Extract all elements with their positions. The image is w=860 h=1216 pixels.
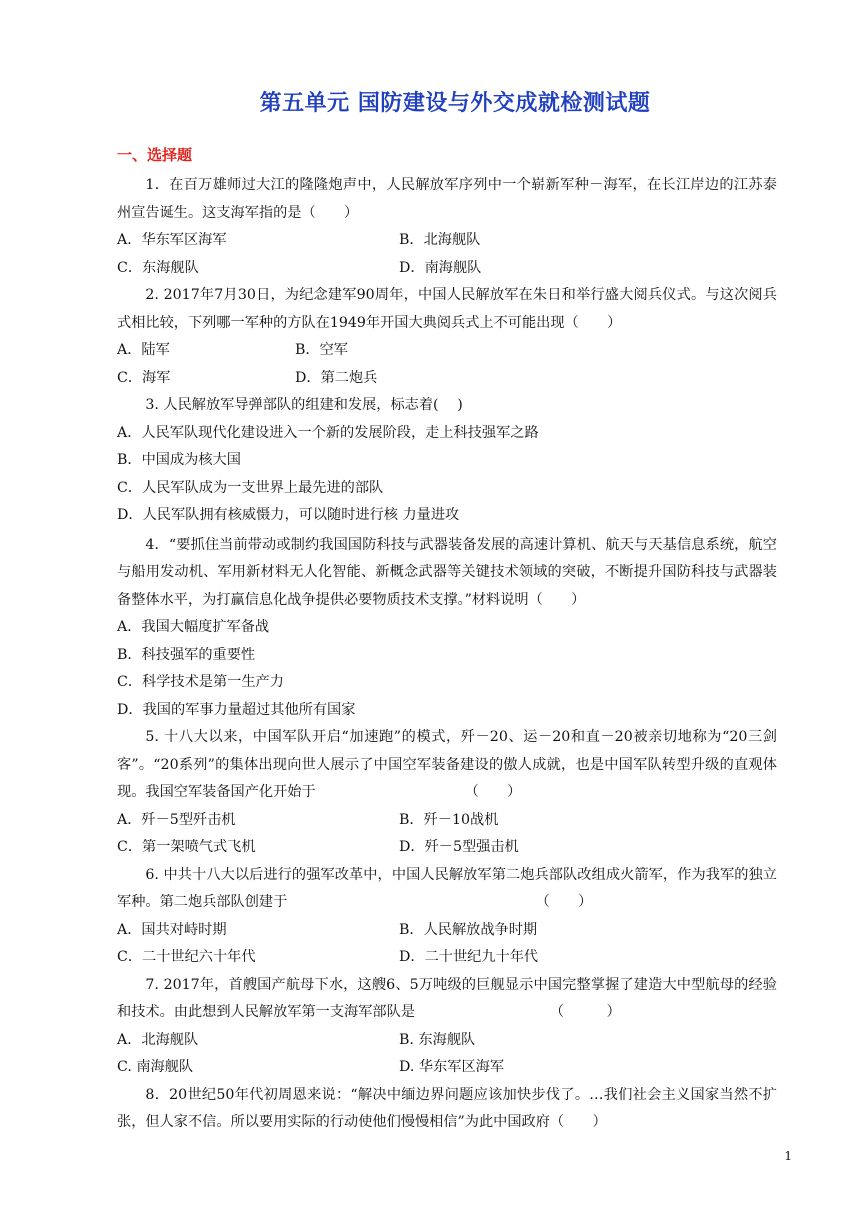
question-8 (117, 1082, 777, 1137)
option-c: C. 南海舰队 (117, 1059, 194, 1075)
option-row (117, 255, 777, 283)
question-stem: 8．20世纪50年代初周恩来说：“解决中缅边界问题应该加快步伐了。…我们社会主义国家当然不扩张，但人家不信。所以要用实际的行动使他们慢慢相信”为此中国政府（ ） (117, 1086, 777, 1130)
option-c: C．第一架喷气式飞机 (117, 839, 256, 855)
option-b: B．歼－10战机 (399, 811, 499, 828)
option-d: D．我国的军事力量超过其他所有国家 (117, 701, 356, 718)
option-d: D．歼－5型强击机 (399, 839, 519, 855)
option-b: B. 东海舰队 (399, 1031, 476, 1048)
page-title: 第五单元 国防建设与外交成就检测试题 (259, 91, 651, 116)
option-a: A．华东军区海军 (117, 232, 227, 248)
option-row (117, 1027, 777, 1055)
question-stem: 5. 十八大以来，中国军队开启“加速跑”的模式，歼－20、运－20和直－20被亲切地称为“20三剑客”。“20系列”的集体出现向世人展示了中国空军装备建设的傲人成就，也是中国军队转型升级的直观体现。我国空军装备国产化开始于 （ ） (117, 729, 777, 800)
option-row (117, 1054, 777, 1082)
question-6 (117, 862, 777, 972)
option-c: C．科学技术是第一生产力 (117, 674, 284, 690)
option-b: B．科技强军的重要性 (117, 646, 256, 663)
option-d: D. 华东军区海军 (399, 1059, 505, 1075)
question-stem: 6. 中共十八大以后进行的强军改革中，中国人民解放军第二炮兵部队改组成火箭军，作为我军的独立军种。第二炮兵部队创建于 （ ） (117, 866, 777, 910)
question-list (117, 172, 777, 1137)
question-stem: 1．在百万雄师过大江的隆隆炮声中，人民解放军序列中一个崭新军种－海军，在长江岸边的江苏泰州宣告诞生。这支海军指的是（ ） (117, 177, 777, 221)
option-b: B．中国成为核大国 (117, 452, 241, 468)
question-3 (117, 392, 777, 530)
option-a: A．我国大幅度扩军备战 (117, 619, 270, 635)
option-c: C．人民军队成为一支世界上最先进的部队 (117, 479, 384, 496)
option-d: D．二十世纪九十年代 (399, 949, 539, 965)
option-c: C．东海舰队 (117, 259, 199, 276)
question-stem: 3. 人民解放军导弹部队的组建和发展，标志着( ) (145, 397, 463, 413)
option-c: C．二十世纪六十年代 (117, 949, 256, 965)
question-4 (117, 532, 777, 725)
question-1 (117, 172, 777, 282)
option-a: A．国共对峙时期 (117, 921, 227, 938)
question-stem: 4．“要抓住当前带动或制约我国国防科技与武器装备发展的高速计算机、航天与天基信息系统，航空与船用发动机、军用新材料无人化智能、新概念武器等关键技术领域的突破，不断提升国防科技与武器装备整体水平，为打赢信息化战争提供必要物质技术支撑。”材料说明（ ） (117, 536, 777, 608)
option-row (117, 807, 777, 835)
option-a: A．陆军 (117, 342, 170, 358)
question-stem: 2. 2017年7月30日，为纪念建军90周年，中国人民解放军在朱日和举行盛大阅兵仪式。与这次阅兵式相比较，下列哪一军种的方队在1949年开国大典阅兵式上不可能出现（ ） (117, 287, 777, 331)
option-row (117, 944, 777, 972)
option-b: B．人民解放战争时期 (399, 921, 538, 938)
option-b: B．空军 (295, 342, 348, 358)
option-row (117, 365, 777, 393)
option-row (117, 337, 777, 365)
option-d: D．南海舰队 (399, 259, 482, 276)
option-b: B．北海舰队 (399, 232, 481, 248)
option-d: D．第二炮兵 (295, 369, 378, 386)
option-a: A．人民军队现代化建设进入一个新的发展阶段，走上科技强军之路 (117, 424, 539, 441)
question-2 (117, 282, 777, 392)
section-heading: 一、选择题 (117, 146, 193, 164)
option-row (117, 834, 777, 862)
option-row (117, 227, 777, 255)
question-stem: 7. 2017年，首艘国产航母下水，这艘6、5万吨级的巨舰显示中国完整掌握了建造大中型航母的经验和技术。由此想到人民解放军第一支海军部队是 （ ） (117, 976, 777, 1020)
option-row (117, 917, 777, 945)
option-a: A．北海舰队 (117, 1031, 199, 1048)
option-d: D．人民军队拥有核威慑力，可以随时进行核 力量进攻 (117, 507, 460, 523)
option-c: C．海军 (117, 369, 171, 386)
page-number: 1 (784, 1149, 792, 1163)
question-7 (117, 972, 777, 1082)
question-5 (117, 724, 777, 862)
option-a: A．歼－5型歼击机 (117, 811, 236, 828)
